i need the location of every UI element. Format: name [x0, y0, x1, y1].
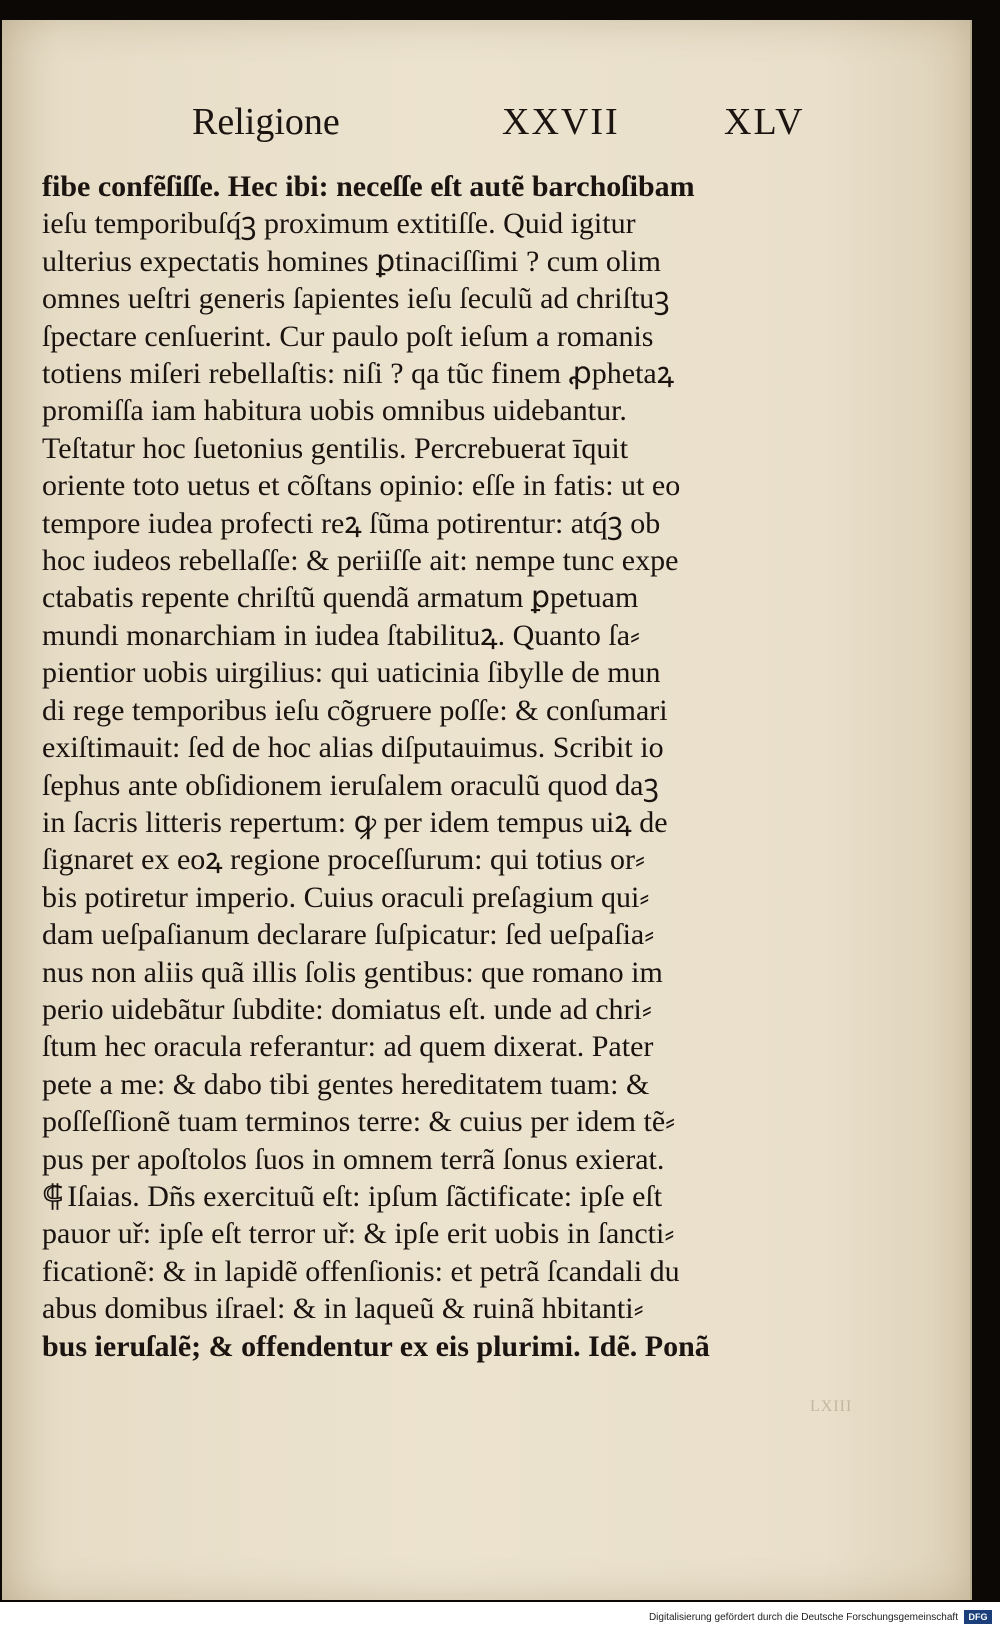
running-header	[192, 100, 832, 160]
text-line: exiſtimauit: ſed de hoc alias diſputauimus. Scribit io	[42, 731, 664, 765]
text-line	[42, 1178, 892, 1215]
text-line: ctabatis repente chriſtũ quendã armatum ꝑpetuam	[42, 581, 639, 615]
text-line: omnes ueſtri generis ſapientes ieſu ſeculũ ad chriſtuꝫ	[42, 282, 670, 316]
text-line: oriente toto uetus et cõſtans opinio: eſſe in fatis: ut eo	[42, 469, 681, 503]
text-line: Teſtatur hoc ſuetonius gentilis. Percrebuerat īquit	[42, 431, 629, 465]
text-line: pientior uobis uirgilius: qui uaticinia ſibylle de mun	[42, 656, 661, 690]
footer-credit: Digitalisierung gefördert durch die Deutsche Forschungsgemeinschaft	[648, 1612, 958, 1623]
body-text	[42, 168, 892, 1365]
text-line: bis potiretur imperio. Cuius oraculi preſagium qui⸗	[42, 880, 650, 914]
header-roman-numeral-2: XLV	[724, 101, 805, 143]
text-line: nus non aliis quã illis ſolis gentibus: que romano im	[42, 955, 663, 989]
text-line-content: Iſaias. Dñs exercituũ eſt: ipſum ſãctificate: ipſe eſt	[67, 1179, 663, 1213]
header-word: Religione	[192, 101, 340, 143]
text-line: ieſu temporibuſq́ꝫ proximum extitiſſe. Quid igitur	[42, 207, 636, 241]
text-line: ſpectare cenſuerint. Cur paulo poſt ieſum a romanis	[42, 319, 654, 353]
text-line: tempore iudea profecti reꝝ ſũma potirentur: atq́ꝫ ob	[42, 506, 661, 540]
paragraph-mark-icon: ⸿	[42, 1179, 64, 1213]
text-line: ſtum hec oracula referantur: ad quem dixerat. Pater	[42, 1030, 654, 1064]
text-line: promiſſa iam habitura uobis omnibus uidebantur.	[42, 394, 627, 428]
text-line: abus domibus iſrael: & in laqueũ & ruinã hbitanti⸗	[42, 1292, 644, 1326]
show-through-mark: LXIII	[810, 1398, 853, 1415]
text-line: dam ueſpaſianum declarare ſuſpicatur: ſed ueſpaſia⸗	[42, 918, 655, 952]
footer-bar	[0, 1602, 1000, 1636]
text-line: ſephus ante obſidionem ieruſalem oraculũ quod daꝫ	[42, 768, 659, 802]
text-line: poſſeſſionẽ tuam terminos terre: & cuius per idem tẽ⸗	[42, 1105, 676, 1139]
text-line: ulterius expectatis homines ꝑtinaciſſimi ? cum olim	[42, 244, 661, 278]
text-line: in ſacris litteris repertum: ꝙ per idem tempus uiꝝ de	[42, 805, 668, 839]
text-line: mundi monarchiam in iudea ſtabilituꝝ. Quanto ſa⸗	[42, 618, 641, 652]
text-line: pus per apoſtolos ſuos in omnem terrã ſonus exierat.	[42, 1142, 665, 1176]
text-line: ſignaret ex eoꝝ regione proceſſurum: qui totius or⸗	[42, 843, 645, 877]
text-line: pauor uř: ipſe eſt terror uř: & ipſe erit uobis in ſancti⸗	[42, 1217, 675, 1251]
text-line: di rege temporibus ieſu cõgruere poſſe: & conſumari	[42, 693, 668, 727]
text-line: fibe confẽſiſſe. Hec ibi: neceſſe eſt autẽ barchoſibam	[42, 170, 695, 203]
text-line: ficationẽ: & in lapidẽ offenſionis: et petrã ſcandali du	[42, 1254, 680, 1288]
dfg-logo: DFG	[964, 1610, 992, 1624]
text-line: totiens miſeri rebellaſtis: niſi ? qa tũc finem ꝓphetaꝝ	[42, 357, 675, 391]
text-line: perio uidebãtur ſubdite: domiatus eſt. unde ad chri⸗	[42, 992, 652, 1026]
text-line: hoc iudeos rebellaſſe: & periiſſe ait: nempe tunc expe	[42, 544, 679, 578]
book-page	[2, 20, 972, 1600]
text-line: bus ieruſalẽ; & offendentur ex eis plurimi. Idẽ. Ponã	[42, 1329, 710, 1363]
header-roman-numeral-1: XXVII	[502, 101, 620, 143]
text-line: pete a me: & dabo tibi gentes hereditatem tuam: &	[42, 1067, 650, 1101]
